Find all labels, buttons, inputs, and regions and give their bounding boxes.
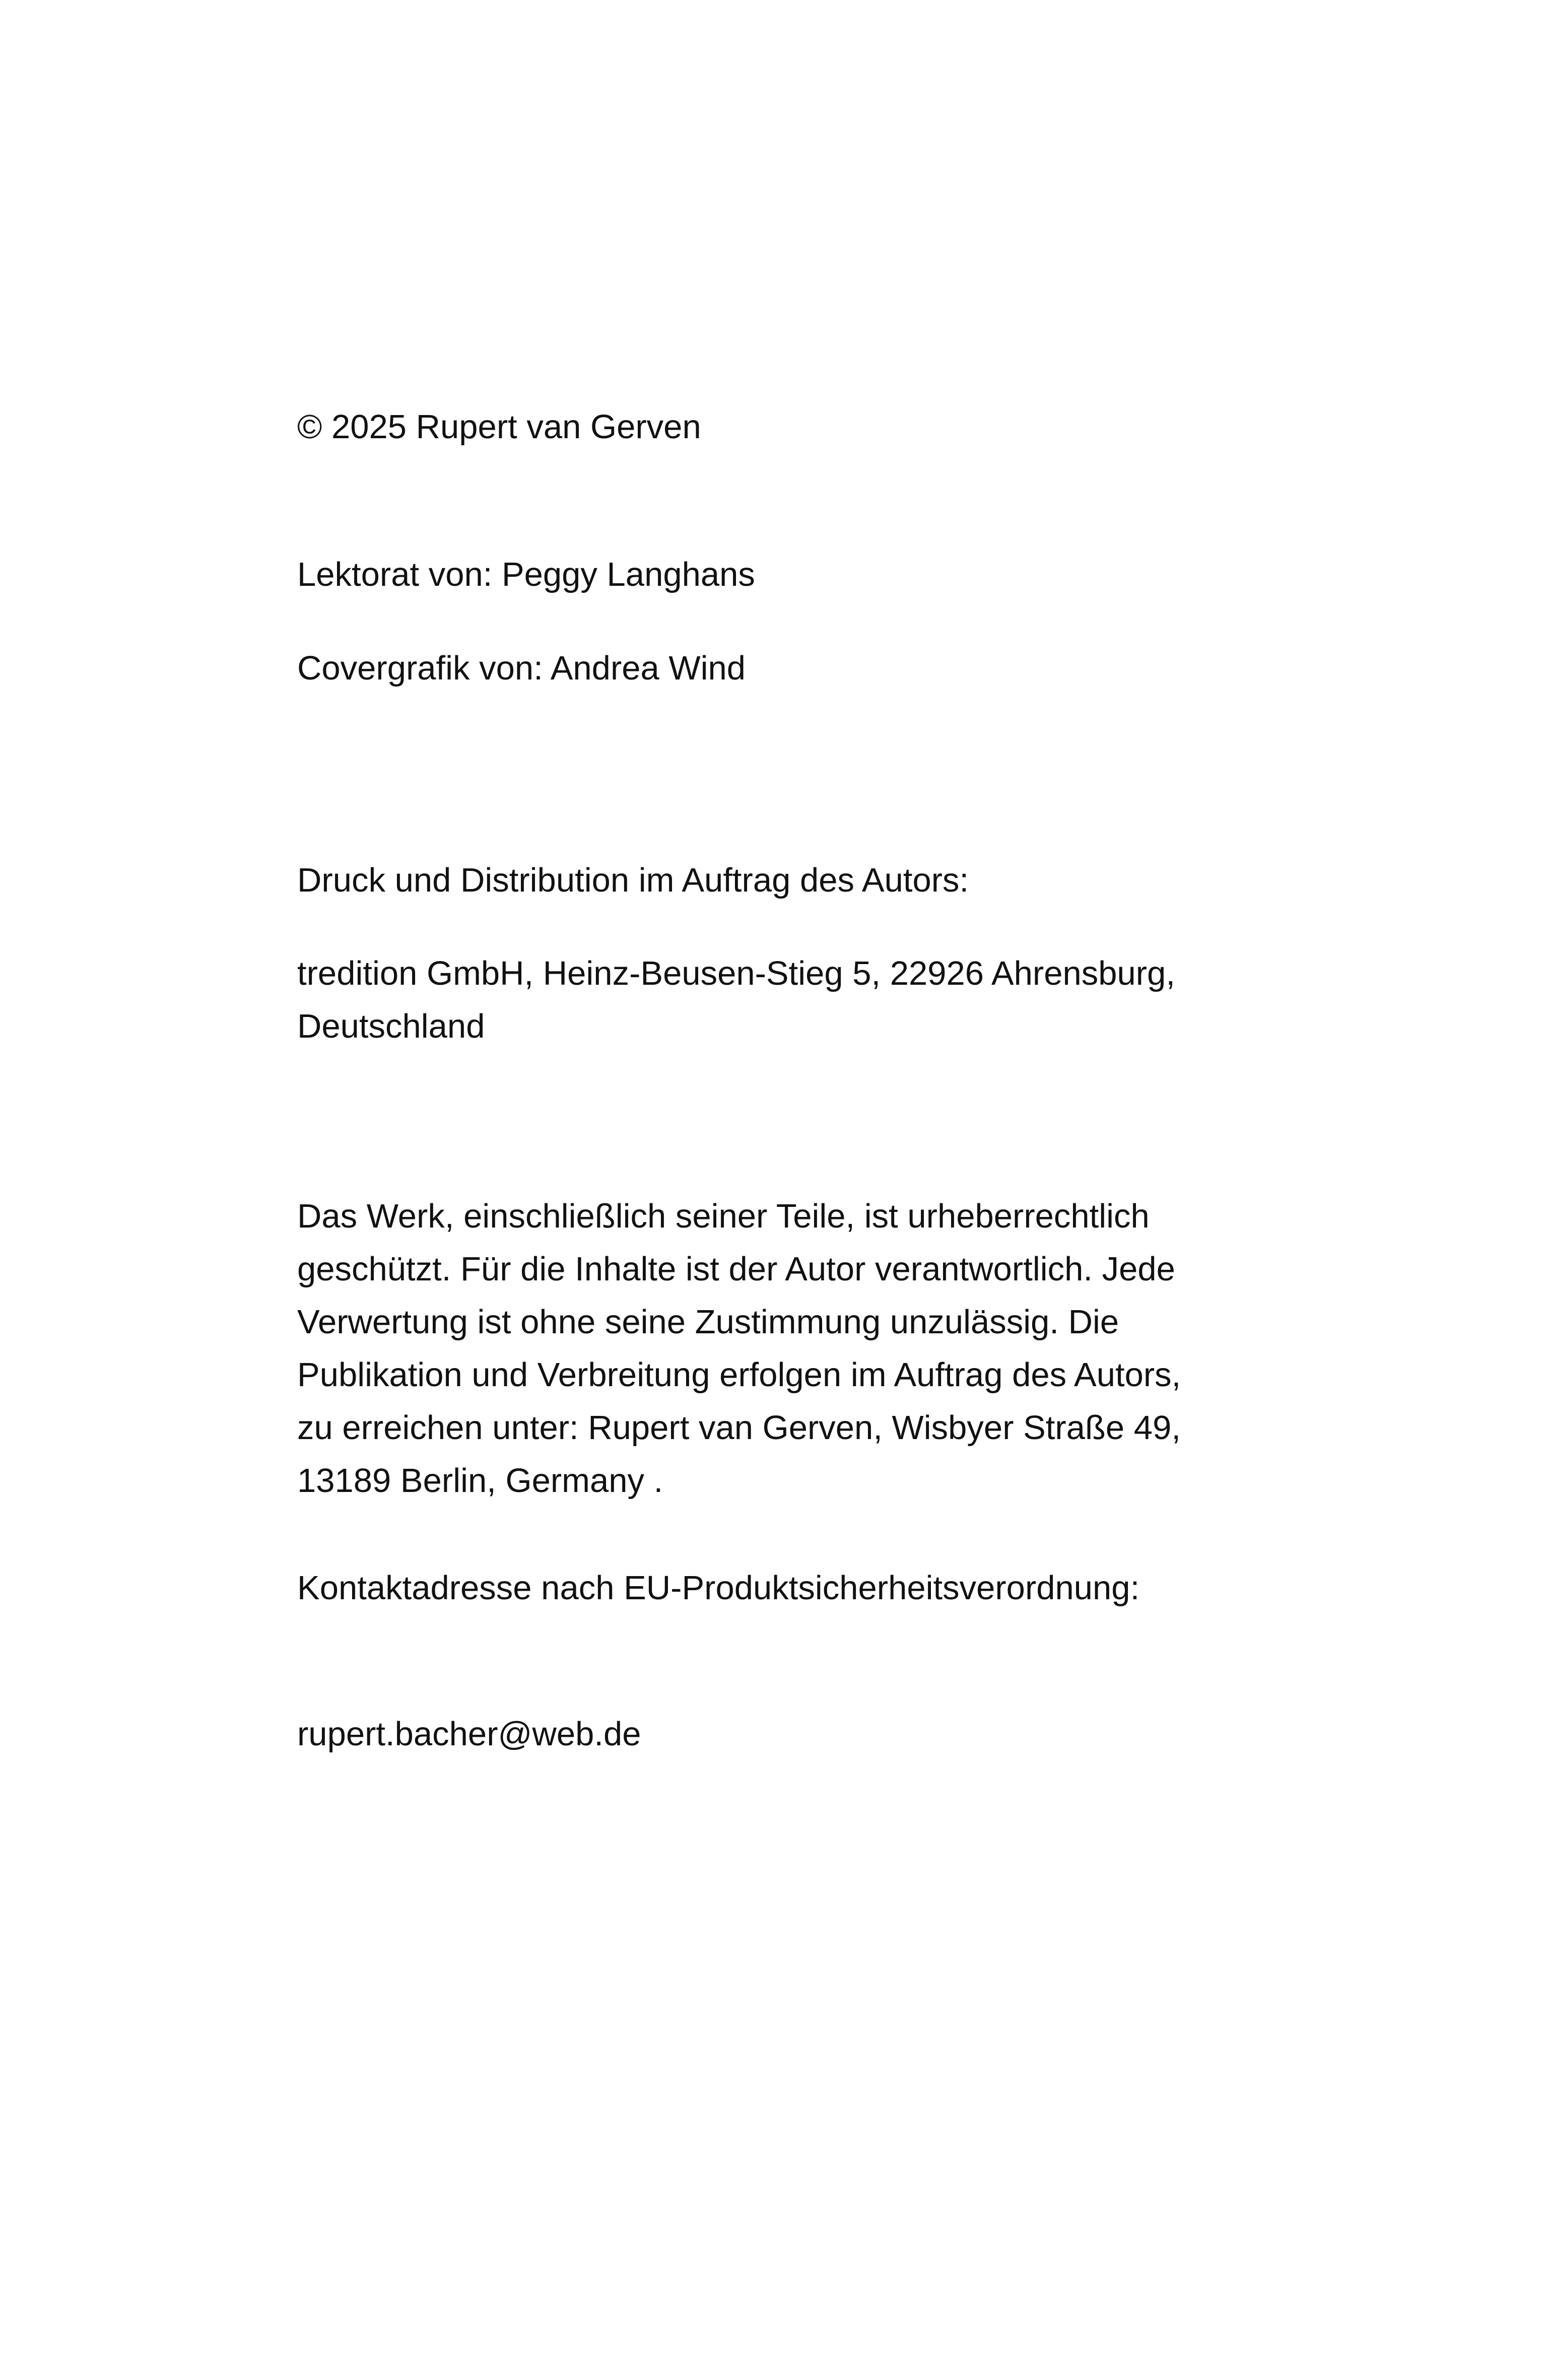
legal-notice-line: geschützt. Für die Inhalte ist der Autor verantwortlich. Jede	[297, 1250, 1175, 1288]
editing-credit: Lektorat von: Peggy Langhans	[297, 556, 755, 593]
publisher-address-line: Deutschland	[297, 1007, 485, 1045]
publisher-heading: Druck und Distribution im Auftrag des Autors:	[297, 861, 969, 899]
legal-notice-line: 13189 Berlin, Germany .	[297, 1462, 663, 1500]
publisher-address	[297, 947, 1175, 1053]
legal-notice	[297, 1190, 1181, 1507]
legal-notice-line: Das Werk, einschließlich seiner Teile, ist urheberrechtlich	[297, 1197, 1150, 1235]
publisher-address-line: tredition GmbH, Heinz-Beusen-Stieg 5, 22926 Ahrensburg,	[297, 955, 1175, 992]
legal-notice-line: zu erreichen unter: Rupert van Gerven, Wisbyer Straße 49,	[297, 1409, 1181, 1447]
contact-heading: Kontaktadresse nach EU-Produktsicherheitsverordnung:	[297, 1569, 1140, 1607]
copyright-line: © 2025 Rupert van Gerven	[297, 408, 701, 446]
legal-notice-line: Publikation und Verbreitung erfolgen im Auftrag des Autors,	[297, 1356, 1181, 1394]
contact-email: rupert.bacher@web.de	[297, 1715, 641, 1753]
cover-credit: Covergrafik von: Andrea Wind	[297, 649, 746, 687]
legal-notice-line: Verwertung ist ohne seine Zustimmung unzulässig. Die	[297, 1303, 1119, 1341]
